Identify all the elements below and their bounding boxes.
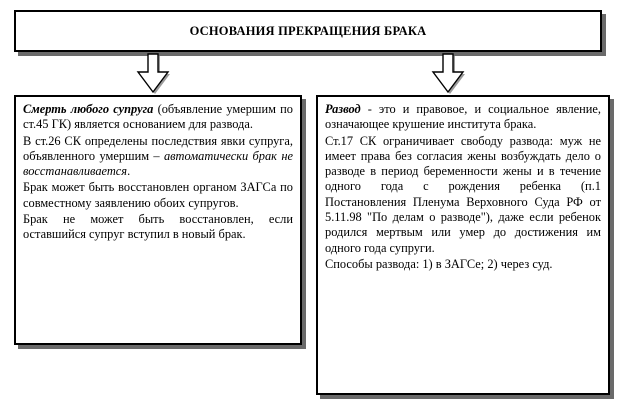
death-definition: (объявление умершим по ст.45 ГК) является основанием для развода.	[23, 102, 293, 132]
left-paragraph-1	[23, 102, 293, 133]
consequences-end: .	[127, 164, 131, 179]
death-of-spouse-panel	[14, 95, 302, 345]
right-paragraph-1	[325, 102, 601, 133]
consequences-italic: автоматически брак не восстанавливается	[23, 148, 293, 179]
left-paragraph-2	[23, 134, 293, 180]
arrow-down-left-icon	[133, 52, 173, 96]
divorce-panel	[316, 95, 610, 395]
divorce-term: Развод	[325, 102, 361, 116]
consequences-text: В ст.26 СК определены последствия явки супруга, объявленного умершим –	[23, 133, 293, 163]
title-box	[14, 10, 602, 52]
divorce-definition: - это и правовое, и социальное явление, означающее крушение института брака.	[325, 102, 601, 132]
left-paragraph-4: Брак не может быть восстановлен, если оставшийся супруг вступил в новый брак.	[23, 212, 293, 242]
death-term: Смерть любого супруга	[23, 102, 154, 116]
right-paragraph-3: Способы развода: 1) в ЗАГСе; 2) через суд.	[325, 256, 553, 271]
arrow-down-right-icon	[428, 52, 468, 96]
right-paragraph-2: Ст.17 СК ограничивает свободу развода: муж не имеет права без согласия жены возбуждать дело о разводе в период беременности жены и в течение одного года с рождения ребенка (п.1 Постановления Пленума Верховного Суда РФ от 5.11.98 "По делам о разводе"), даже если ребенок родился мертвым или умер до достижения им одного года супруги.	[325, 133, 601, 255]
page-title: ОСНОВАНИЯ ПРЕКРАЩЕНИЯ БРАКА	[189, 23, 427, 38]
left-paragraph-3: Брак может быть восстановлен органом ЗАГСа по совместному заявлению обоих супругов.	[23, 180, 293, 210]
